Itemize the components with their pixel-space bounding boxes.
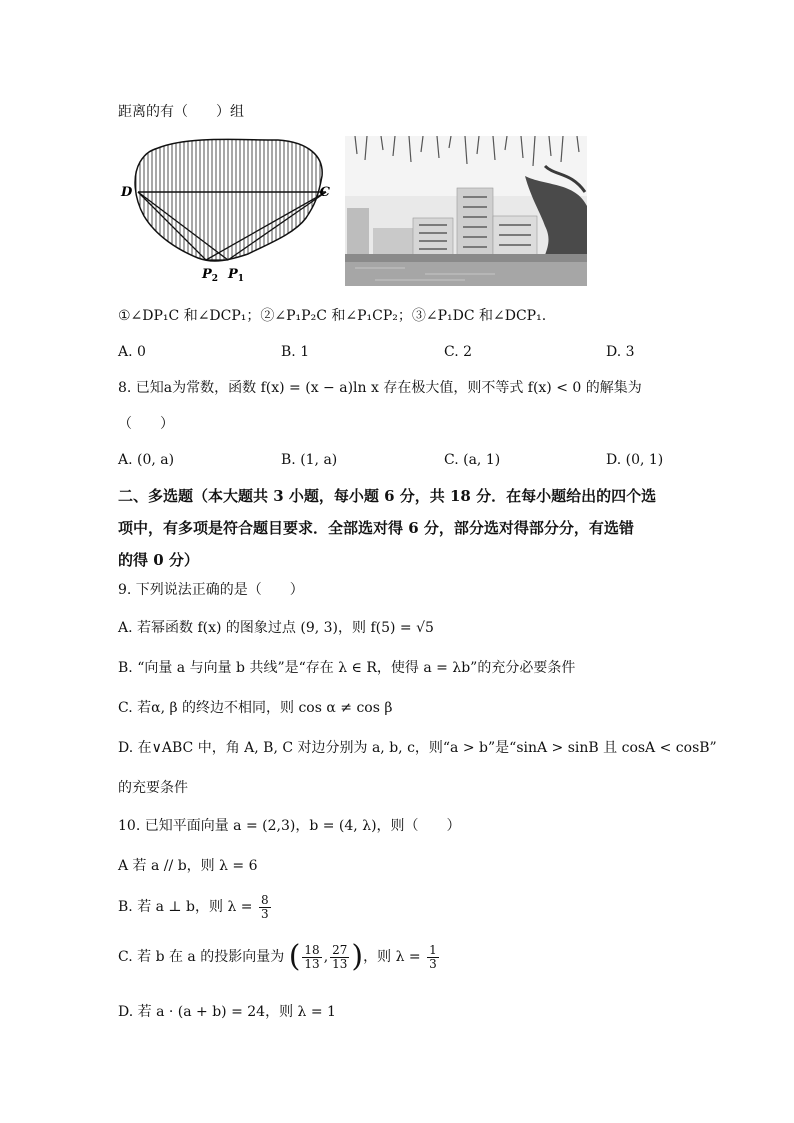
label-p2: $P_2$	[202, 267, 219, 284]
section2-heading-3: 的得 0 分）	[118, 551, 199, 569]
q8-stem: 8. 已知a为常数，函数 f(x) = (x − a)ln x 存在极大值，则不等式 f(x) < 0 的解集为	[118, 380, 642, 396]
section2-heading-2: 项中，有多项是符合题目要求．全部选对得 6 分，部分选对得部分分，有选错	[118, 519, 634, 537]
label-d: D	[121, 185, 133, 200]
q7-groups: ①∠DP₁C 和∠DCP₁；②∠P₁P₂C 和∠P₁CP₂；③∠P₁DC 和∠DCP₁.	[118, 308, 547, 324]
question-continuation: 距离的有（ ）组	[118, 104, 244, 120]
q10-stem: 10. 已知平面向量 a = (2,3)，b = (4, λ)，则（ ）	[118, 818, 461, 834]
q8-option-b: B. (1, a)	[281, 452, 338, 468]
label-p1: $P_1$	[228, 267, 245, 284]
q8-paren: （ ）	[118, 416, 174, 432]
q8-option-c: C. (a, 1)	[444, 452, 501, 468]
q10-option-a: A 若 a // b，则 λ = 6	[118, 858, 258, 874]
q9-option-b: B. “向量 a 与向量 b 共线”是“存在 λ ∈ R，使得 a = λb”的充分必要条件	[118, 660, 576, 676]
q10-option-d: D. 若 a · (a + b) = 24，则 λ = 1	[118, 1004, 336, 1020]
q9-option-a: A. 若幂函数 f(x) 的图象过点 (9, 3)，则 f(5) = √5	[118, 620, 434, 636]
q7-option-b: B. 1	[281, 344, 310, 360]
q7-option-c: C. 2	[444, 344, 473, 360]
q9-option-c: C. 若α, β 的终边不相同，则 cos α ≠ cos β	[118, 700, 393, 716]
q9-stem: 9. 下列说法正确的是（ ）	[118, 582, 304, 598]
q7-option-a: A. 0	[118, 344, 146, 360]
section2-heading-1: 二、多选题（本大题共 3 小题，每小题 6 分，共 18 分．在每小题给出的四个选	[118, 487, 657, 505]
q8-option-d: D. (0, 1)	[606, 452, 664, 468]
q8-option-a: A. (0, a)	[118, 452, 175, 468]
campus-photo	[345, 136, 587, 286]
lake-figure	[118, 136, 330, 286]
label-c: C	[319, 185, 330, 200]
q10-option-c: C. 若 b 在 a 的投影向量为 ( $\frac{18}{13}$ , $\frac{27}{13}$ )，则 λ = $\frac{1}{3}$	[118, 939, 437, 974]
fraction-1-3: $\frac{1}{3}$	[429, 942, 437, 971]
q10-option-b: B. 若 a ⊥ b，则 λ = $\frac{8}{3}$	[118, 892, 269, 921]
q9-option-d: D. 在∨ABC 中，角 A, B, C 对边分别为 a, b, c，则“a > b”是“sinA > sinB 且 cosA < cosB”	[118, 740, 717, 756]
lake-shape	[135, 139, 322, 261]
fraction-8-3: $\frac{8}{3}$	[260, 892, 269, 921]
q7-option-d: D. 3	[606, 344, 635, 360]
q9-option-d-cont: 的充要条件	[118, 780, 188, 796]
